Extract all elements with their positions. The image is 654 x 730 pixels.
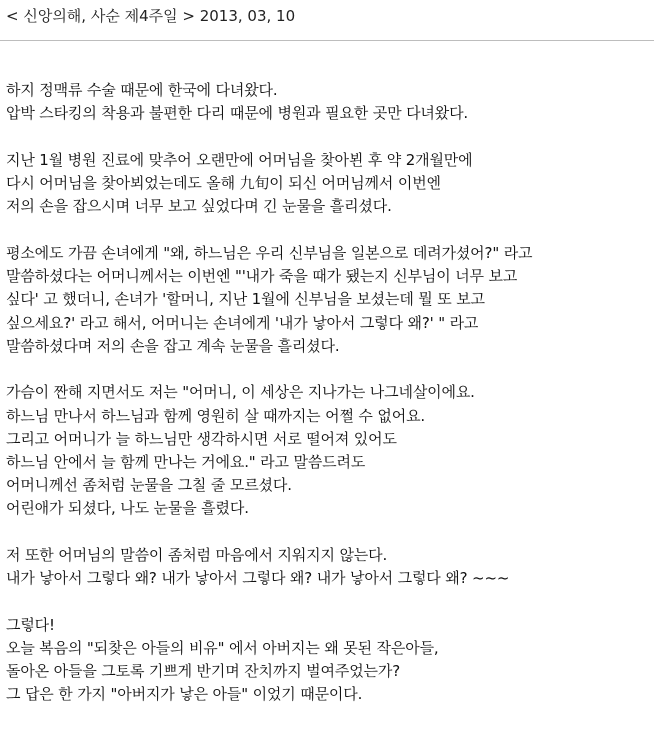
text-line: 하느님 만나서 하느님과 함께 영원히 살 때까지는 어쩔 수 없어요. bbox=[6, 406, 426, 425]
text-line: 하지 정맥류 수술 때문에 한국에 다녀왔다. bbox=[6, 81, 278, 99]
text-line: 하느님 안에서 늘 함께 만나는 거에요." 라고 말씀드려도 bbox=[6, 452, 366, 471]
header-divider bbox=[0, 40, 654, 41]
text-line: 그리고 어머니가 늘 하느님만 생각하시면 서로 떨어져 있어도 bbox=[6, 429, 397, 448]
text-line: 오늘 복음의 "되찾은 아들의 비유" 에서 아버지는 왜 못된 작은아들, bbox=[6, 639, 439, 658]
paragraph-2 bbox=[6, 149, 650, 219]
text-line: 저의 손을 잡으시며 너무 보고 싶었다며 긴 눈물을 흘리셨다. bbox=[6, 197, 392, 216]
paragraph-5 bbox=[6, 544, 650, 590]
paragraph-3 bbox=[6, 242, 650, 358]
paragraph-4 bbox=[6, 381, 650, 520]
text-line: 싶다' 고 했더니, 손녀가 '할머니, 지난 1월에 신부님을 보셨는데 뭘 또 보고 bbox=[6, 290, 485, 309]
text-line: 어린애가 되셨다, 나도 눈물을 흘렸다. bbox=[6, 499, 249, 518]
text-line: 돌아온 아들을 그토록 기쁘게 반기며 잔치까지 벌여주었는가? bbox=[6, 662, 401, 681]
text-line: 싶으세요?' 라고 해서, 어머니는 손녀에게 '내가 낳아서 그렇다 왜?' " 라고 bbox=[6, 313, 479, 332]
text-line: 어머니께선 좀처럼 눈물을 그칠 줄 모르셨다. bbox=[6, 476, 292, 495]
text-line: 압박 스타킹의 착용과 불편한 다리 때문에 병원과 필요한 곳만 다녀왔다. bbox=[6, 104, 469, 123]
text-line: 그렇다! bbox=[6, 615, 55, 634]
post-body bbox=[6, 79, 650, 730]
post-header-title: < 신앙의해, 사순 제4주일 > 2013, 03, 10 bbox=[6, 7, 296, 25]
text-line: 저 또한 어머님의 말씀이 좀처럼 마음에서 지워지지 않는다. bbox=[6, 546, 388, 564]
text-line: 가슴이 짠해 지면서도 저는 "어머니, 이 세상은 지나가는 나그네살이에요. bbox=[6, 383, 475, 402]
text-line: 지난 1월 병원 진료에 맞추어 오랜만에 어머님을 찾아뵌 후 약 2개월만에 bbox=[6, 150, 473, 169]
paragraph-1 bbox=[6, 79, 650, 125]
paragraph-6 bbox=[6, 614, 650, 707]
text-line: 평소에도 가끔 손녀에게 "왜, 하느님은 우리 신부님을 일본으로 데려가셨어?" 라고 bbox=[6, 243, 533, 262]
text-line: 말씀하셨다며 저의 손을 잡고 계속 눈물을 흘리셨다. bbox=[6, 336, 340, 355]
text-line: 다시 어머님을 찾아뵈었는데도 올해 九旬이 되신 어머님께서 이번엔 bbox=[6, 174, 441, 193]
text-line: 그 답은 한 가지 "아버지가 낳은 아들" 이었기 때문이다. bbox=[6, 685, 363, 704]
text-line: 말씀하셨다는 어머니께서는 이번엔 "'내가 죽을 때가 됐는지 신부님이 너무 보고 bbox=[6, 267, 518, 286]
text-line: 내가 낳아서 그렇다 왜? 내가 낳아서 그렇다 왜? 내가 낳아서 그렇다 왜? ~~~ bbox=[6, 569, 510, 588]
